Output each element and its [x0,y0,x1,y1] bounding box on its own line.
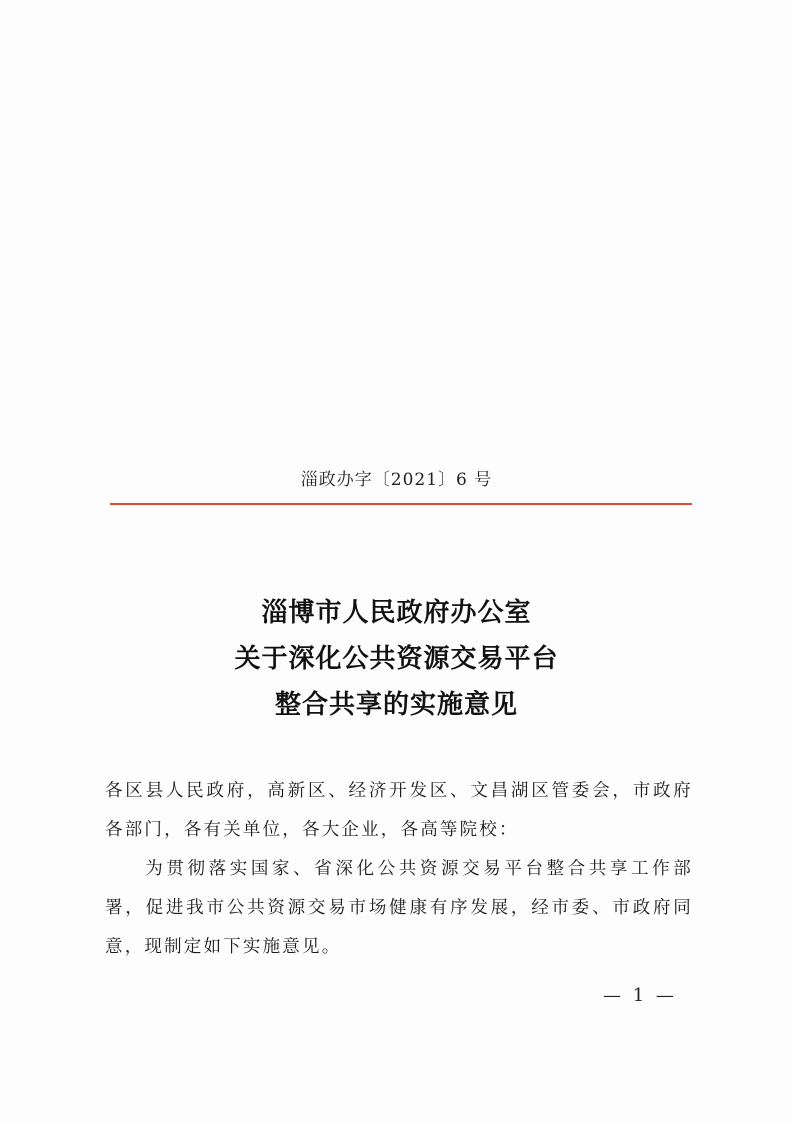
title-line-2: 关于深化公共资源交易平台 [234,644,559,674]
recipients-paragraph: 各区县人民政府，高新区、经济开发区、文昌湖区管委会，市政府各部门，各有关单位，各大企业，各高等院校： [105,781,693,840]
title-line-1: 淄博市人民政府办公室 [261,598,532,628]
body-paragraph-1: 为贯彻落实国家、省深化公共资源交易平台整合共享工作部署，促进我市公共资源交易市场健康有序发展，经市委、市政府同意，现制定如下实施意见。 [105,859,693,957]
red-separator-line [110,503,692,505]
document-body [105,772,693,967]
document-title [0,590,793,728]
title-line-3: 整合共享的实施意见 [274,690,518,720]
page-number: — 1 — [603,985,677,1006]
document-number: 淄政办字〔2021〕6 号 [300,470,493,490]
